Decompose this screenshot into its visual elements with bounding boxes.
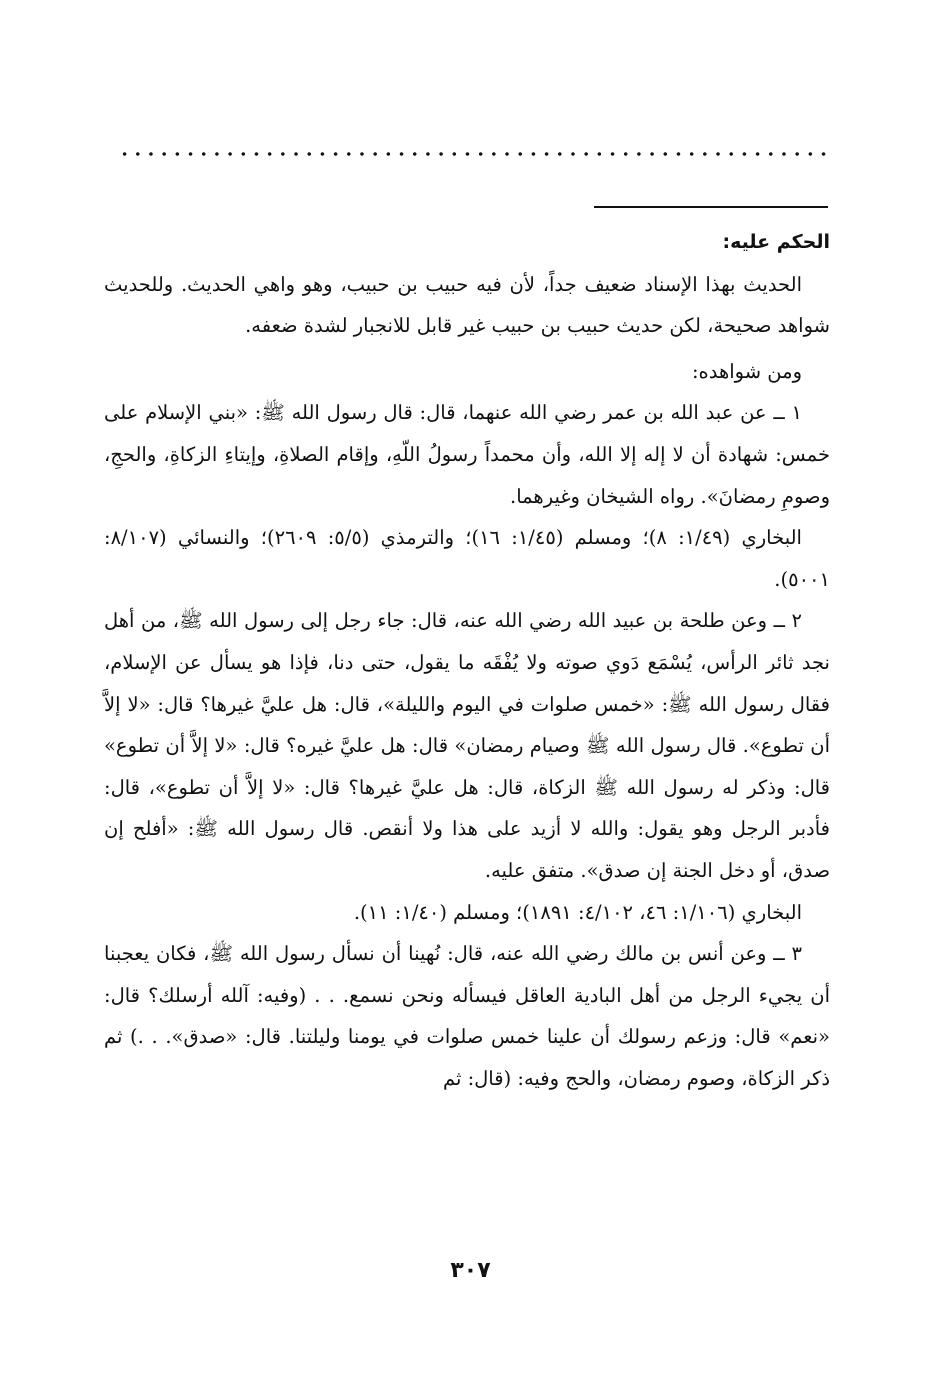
ruling-paragraph: الحديث بهذا الإسناد ضعيف جداً، لأن فيه حبيب بن حبيب، وهو واهي الحديث. وللحديث شواهد صحيحة، لكن حديث حبيب بن حبيب غير قابل للانجبار لشدة ضعفه. xyxy=(104,272,830,338)
section-heading: الحكم عليه: xyxy=(722,231,830,253)
footnote-rule xyxy=(594,206,828,208)
hadith-3-paragraph: ٣ ــ وعن أنس بن مالك رضي الله عنه، قال: نُهينا أن نسأل رسول الله ﷺ، فكان يعجبنا أن يجيء الرجل من أهل البادية العاقل فيسأله ونحن نسمع. . . (وفيه: آلله أرسلك؟ قال: «نعم» قال: وزعم رسولك أن علينا خمس صلوات في يومنا وليلتنا. قال: «صدق». . .) ثم ذكر الزكاة، وصوم رمضان، والحج وفيه: (قال: ثم xyxy=(104,942,830,1090)
witnesses-intro: ومن شواهده: xyxy=(691,359,802,383)
hadith-1-paragraph: ١ ــ عن عبد الله بن عمر رضي الله عنهما، قال: قال رسول الله ﷺ: «بني الإسلام على خمس: شهادة أن لا إله إلا الله، وأن محمداً رسولُ اللّهِ، وإقام الصلاةِ، وإيتاءِ الزكاةِ، والحجِ، وصومِ رمضانَ». رواه الشيخان وغيرهما. xyxy=(104,401,830,508)
hadith-2-sources: البخاري (١/١٠٦: ٤٦، ٤/١٠٢: ١٨٩١)؛ ومسلم (١/٤٠: ١١). xyxy=(353,900,802,924)
hadith-1-sources: البخاري (١/٤٩: ٨)؛ ومسلم (١/٤٥: ١٦)؛ والترمذي (٥/٥: ٢٦٠٩)؛ والنسائي (٨/١٠٧: ٥٠٠١). xyxy=(104,526,830,591)
dotted-separator xyxy=(118,147,828,161)
page-body xyxy=(104,222,830,1099)
page-number: ٣٠٧ xyxy=(450,1258,491,1283)
hadith-2-paragraph: ٢ ــ وعن طلحة بن عبيد الله رضي الله عنه، قال: جاء رجل إلى رسول الله ﷺ، من أهل نجد ثائر الرأس، يُسْمَع دَوي صوته ولا يُفْقَه ما يقول، حتى دنا، فإذا هو يسأل عن الإسلام، فقال رسول الله ﷺ: «خمس صلوات في اليوم والليلة»، قال: هل عليَّ غيرها؟ قال: «لا إلاَّ أن تطوع». قال رسول الله ﷺ وصيام رمضان» قال: هل عليَّ غيره؟ قال: «لا إلاَّ أن تطوع» قال: وذكر له رسول الله ﷺ الزكاة، قال: هل عليَّ غيرها؟ قال: «لا إلاَّ أن تطوع»، قال: فأدبر الرجل وهو يقول: والله لا أزيد على هذا ولا أنقص. قال رسول الله ﷺ: «أفلح إن صدق، أو دخل الجنة إن صدق». متفق عليه. xyxy=(104,609,830,882)
